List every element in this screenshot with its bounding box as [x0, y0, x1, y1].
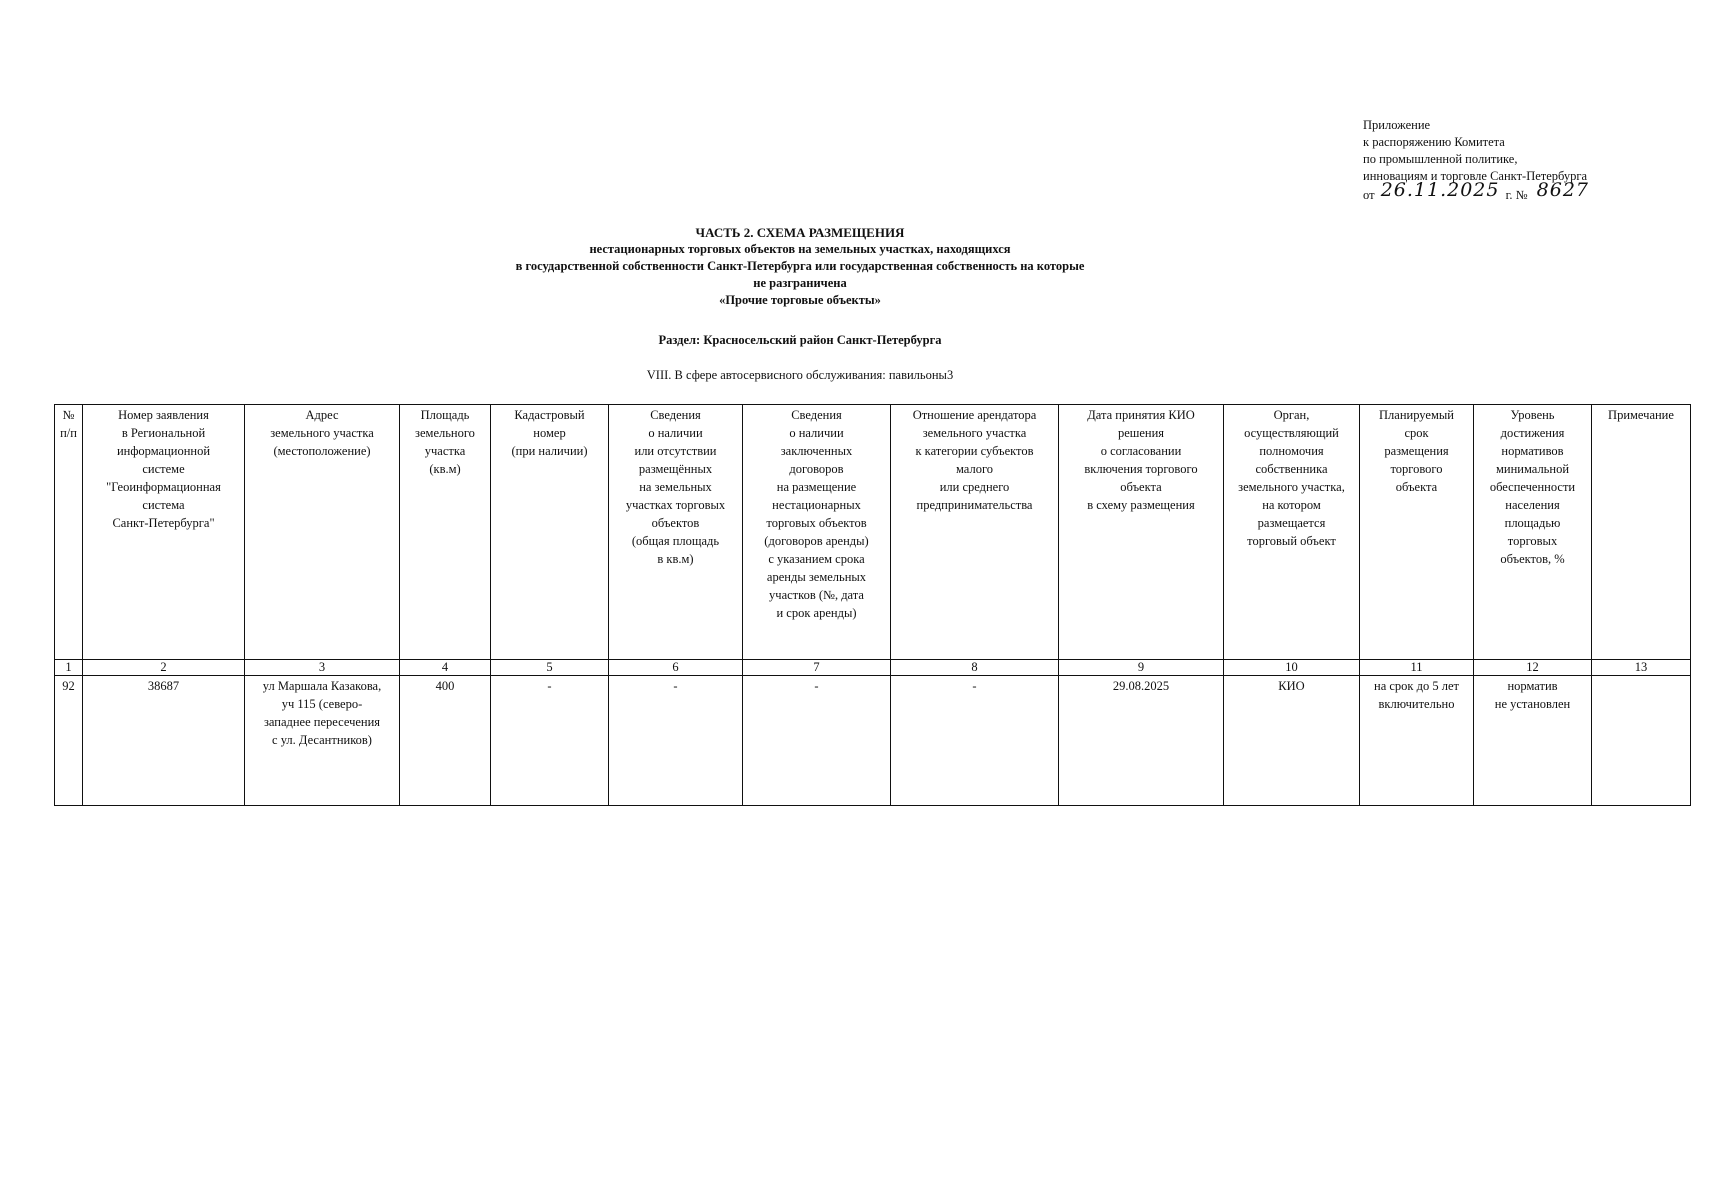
column-number: 12 [1474, 660, 1592, 676]
column-number: 2 [83, 660, 245, 676]
header-cell: Адрес земельного участка (местоположение) [245, 405, 400, 660]
column-number: 3 [245, 660, 400, 676]
decision-date-cell: 29.08.2025 [1059, 676, 1224, 806]
appendix-line: инновациям и торговле Санкт-Петербурга [1363, 169, 1588, 183]
column-number: 6 [609, 660, 743, 676]
column-number: 8 [891, 660, 1059, 676]
column-number: 7 [743, 660, 891, 676]
appendix-block [1363, 117, 1592, 204]
table-row [55, 676, 1691, 806]
title-line: ЧАСТЬ 2. СХЕМА РАЗМЕЩЕНИЯ [695, 225, 905, 240]
tenant-category-cell: - [891, 676, 1059, 806]
column-number: 10 [1224, 660, 1360, 676]
authority-cell: КИО [1224, 676, 1360, 806]
column-number: 4 [400, 660, 491, 676]
title-line: не разграничена [753, 276, 847, 290]
column-number: 11 [1360, 660, 1474, 676]
column-number: 13 [1592, 660, 1691, 676]
handwritten-order-number: 8627 [1536, 179, 1589, 201]
cadastral-number-cell: - [491, 676, 609, 806]
column-number: 9 [1059, 660, 1224, 676]
contracts-info-cell: - [743, 676, 891, 806]
handwritten-order-date: 26.11.2025 [1380, 179, 1500, 201]
header-cell: Примечание [1592, 405, 1691, 660]
header-cell: Номер заявления в Региональной информационной системе "Геоинформационная система Санкт-Петербурга" [83, 405, 245, 660]
header-cell: Дата принятия КИО решения о согласовании включения торгового объекта в схему размещения [1059, 405, 1224, 660]
note-cell [1592, 676, 1691, 806]
header-cell: Сведения о наличии или отсутствии размещённых на земельных участках торговых объектов (общая площадь в кв.м) [609, 405, 743, 660]
appendix-line: Приложение [1363, 118, 1431, 132]
placement-table [54, 404, 1691, 806]
address-cell: ул Маршала Казакова, уч 115 (северо- западнее пересечения с ул. Десантников) [245, 676, 400, 806]
section-heading: Раздел: Красносельский район Санкт-Петербурга [658, 333, 942, 347]
header-cell: Планируемый срок размещения торгового объекта [1360, 405, 1474, 660]
appendix-line: к распоряжению Комитета [1363, 135, 1505, 149]
header-cell: № п/п [55, 405, 83, 660]
title-line: в государственной собственности Санкт-Петербурга или государственная собственность на которые [515, 259, 1085, 273]
header-cell: Уровень достижения нормативов минимальной обеспеченности населения площадью торговых объектов, % [1474, 405, 1592, 660]
norm-level-cell: норматив не установлен [1474, 676, 1592, 806]
header-row [55, 405, 1691, 660]
header-cell: Площадь земельного участка (кв.м) [400, 405, 491, 660]
title-line: «Прочие торговые объекты» [719, 293, 881, 307]
header-cell: Сведения о наличии заключенных договоров на размещение нестационарных торговых объектов (договоров аренды) с указанием срока аренды земельных участков (№, дата и срок аренды) [743, 405, 891, 660]
order-line [1363, 179, 1592, 204]
header-cell: Кадастровый номер (при наличии) [491, 405, 609, 660]
order-number-label: г. № [1505, 188, 1528, 202]
appendix-line: по промышленной политике, [1363, 152, 1518, 166]
area-cell: 400 [400, 676, 491, 806]
order-prefix: от [1363, 188, 1375, 202]
application-number-cell: 38687 [83, 676, 245, 806]
objects-info-cell: - [609, 676, 743, 806]
title-line: нестационарных торговых объектов на земельных участках, находящихся [589, 242, 1011, 256]
row-index-cell: 92 [55, 676, 83, 806]
column-number: 1 [55, 660, 83, 676]
column-number-row [55, 660, 1691, 676]
document-title [0, 224, 1730, 309]
subsection-heading: VIII. В сфере автосервисного обслуживания: павильоны3 [646, 368, 954, 382]
header-cell: Орган, осуществляющий полномочия собственника земельного участка, на котором размещается торговый объект [1224, 405, 1360, 660]
placement-term-cell: на срок до 5 лет включительно [1360, 676, 1474, 806]
header-cell: Отношение арендатора земельного участка к категории субъектов малого или среднего предпринимательства [891, 405, 1059, 660]
column-number: 5 [491, 660, 609, 676]
